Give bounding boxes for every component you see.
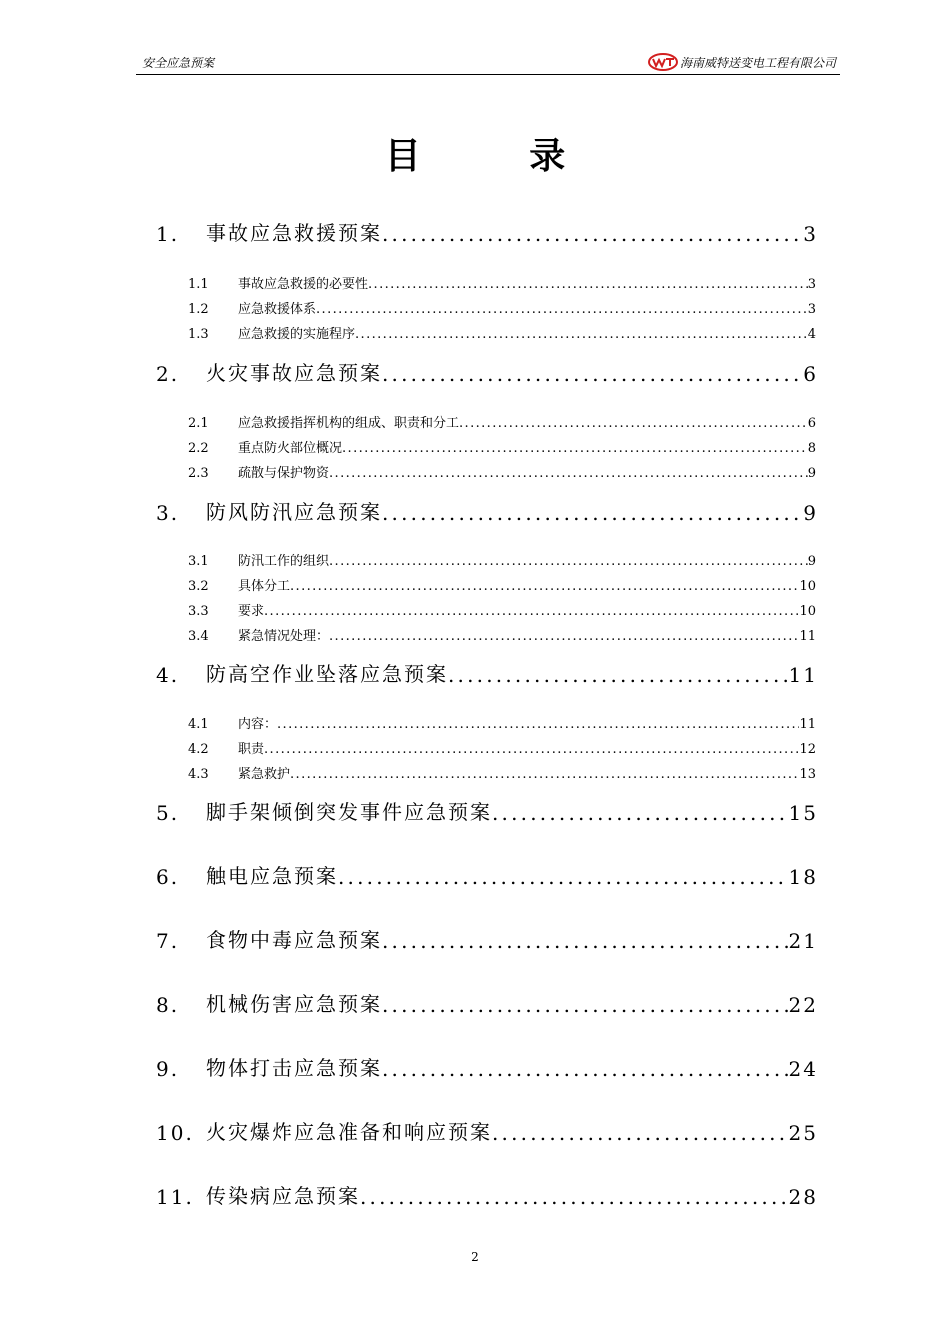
toc-entry-leader (382, 222, 803, 246)
toc-entry[interactable] (188, 274, 816, 292)
toc-entry-page: 10 (799, 579, 816, 594)
toc-entry[interactable] (188, 324, 816, 342)
toc-entry-text: 火灾事故应急预案 (206, 361, 382, 385)
toc-entry-page: 8 (807, 441, 816, 456)
toc-entry-text: 物体打击应急预案 (206, 1056, 382, 1080)
toc-entry-number: 4. (156, 663, 180, 687)
toc-entry-number: 6. (156, 865, 180, 889)
toc-entry-leader (277, 717, 799, 732)
toc-entry-text: 防高空作业坠落应急预案 (206, 662, 448, 686)
toc-entry-leader (459, 416, 808, 431)
toc-entry-number: 2.3 (188, 466, 209, 481)
toc-entry-number: 4.3 (188, 767, 209, 782)
toc-entry-text: 疏散与保护物资 (238, 466, 330, 481)
toc-entry-page: 24 (788, 1057, 818, 1081)
toc-entry-text: 应急救援指挥机构的组成、职责和分工 (238, 416, 460, 431)
toc-entry[interactable] (156, 925, 818, 953)
toc-entry-leader (355, 327, 808, 342)
toc-entry-page: 3 (807, 277, 816, 292)
page-header (136, 50, 840, 75)
toc-entry-page: 9 (803, 501, 818, 525)
wt-company-logo-icon (648, 53, 678, 71)
header-company-name: 海南威特送变电工程有限公司 (679, 55, 836, 70)
toc-entry-page: 25 (788, 1121, 818, 1145)
toc-entry-leader (264, 604, 799, 619)
toc-entry-page: 11 (799, 629, 816, 644)
toc-entry-leader (290, 767, 799, 782)
toc-entry-leader (382, 362, 803, 386)
toc-entry-page: 9 (807, 554, 816, 569)
toc-entry-page: 4 (807, 327, 816, 342)
toc-entry-page: 18 (788, 865, 818, 889)
toc-entry-text: 内容： (238, 717, 278, 732)
toc-entry-leader (338, 865, 789, 889)
toc-entry[interactable] (188, 626, 816, 644)
toc-entry[interactable] (188, 576, 816, 594)
toc-entry-page: 11 (788, 663, 818, 687)
toc-entry-leader (382, 1057, 789, 1081)
toc-entry-number: 1.3 (188, 327, 209, 342)
toc-entry-text: 脚手架倾倒突发事件应急预案 (206, 800, 492, 824)
toc-entry-number: 2.1 (188, 416, 209, 431)
toc-entry[interactable] (188, 714, 816, 732)
header-document-title: 安全应急预案 (142, 56, 215, 70)
page-number: 2 (471, 1250, 479, 1264)
toc-entry-text: 防风防汛应急预案 (206, 500, 382, 524)
toc-entry-number: 1.2 (188, 302, 209, 317)
toc-entry[interactable] (188, 438, 816, 456)
toc-entry[interactable] (156, 1181, 818, 1209)
toc-entry-leader (316, 302, 808, 317)
toc-entry[interactable] (188, 463, 816, 481)
toc-entry-leader (329, 629, 799, 644)
toc-entry-page: 6 (807, 416, 816, 431)
toc-entry-leader (290, 579, 799, 594)
toc-entry-number: 2.2 (188, 441, 209, 456)
toc-entry[interactable] (156, 358, 818, 386)
toc-entry-page: 13 (799, 767, 816, 782)
toc-entry-page: 3 (807, 302, 816, 317)
toc-entry[interactable] (188, 299, 816, 317)
toc-entry-leader (368, 277, 808, 292)
toc-entry-leader (342, 441, 808, 456)
toc-entry-number: 3.4 (188, 629, 209, 644)
toc-entry[interactable] (156, 1053, 818, 1081)
toc-entry-number: 1.1 (188, 277, 209, 292)
toc-entry-number: 8. (156, 993, 180, 1017)
toc-entry-page: 6 (803, 362, 818, 386)
toc-entry-text: 传染病应急预案 (206, 1184, 360, 1208)
toc-entry-text: 触电应急预案 (206, 864, 338, 888)
toc-entry-text: 具体分工 (238, 579, 291, 594)
toc-entry-text: 食物中毒应急预案 (206, 928, 382, 952)
toc-entry[interactable] (156, 1117, 818, 1145)
toc-entry-page: 21 (788, 929, 818, 953)
toc-entry-text: 应急救援的实施程序 (238, 327, 356, 342)
toc-entry[interactable] (188, 601, 816, 619)
toc-entry-leader (492, 801, 789, 825)
toc-entry-text: 机械伤害应急预案 (206, 992, 382, 1016)
toc-entry-leader (382, 501, 803, 525)
toc-entry[interactable] (156, 659, 818, 687)
toc-entry-number: 4.2 (188, 742, 209, 757)
toc-entry-text: 职责 (238, 742, 265, 757)
toc-entry-number: 3.1 (188, 554, 209, 569)
toc-entry[interactable] (156, 861, 818, 889)
toc-entry-text: 紧急救护 (238, 767, 291, 782)
toc-entry-number: 3. (156, 501, 180, 525)
toc-entry-number: 1. (156, 222, 180, 246)
toc-entry-leader (382, 993, 789, 1017)
toc-entry-text: 紧急情况处理： (238, 629, 330, 644)
toc-entry-leader (329, 554, 808, 569)
header-company (648, 53, 836, 71)
toc-entry-leader (329, 466, 808, 481)
toc-entry[interactable] (156, 218, 818, 246)
toc-entry-number: 7. (156, 929, 180, 953)
toc-entry-page: 11 (799, 717, 816, 732)
toc-entry-number: 3.2 (188, 579, 209, 594)
toc-entry-page: 9 (807, 466, 816, 481)
toc-entry-leader (264, 742, 799, 757)
toc-entry-leader (492, 1121, 789, 1145)
toc-entry-text: 事故应急救援预案 (206, 221, 382, 245)
toc-entry-text: 事故应急救援的必要性 (238, 277, 369, 292)
toc-entry[interactable] (188, 739, 816, 757)
toc-entry[interactable] (188, 764, 816, 782)
toc-entry[interactable] (156, 497, 818, 525)
toc-entry-leader (382, 929, 789, 953)
toc-entry[interactable] (188, 413, 816, 431)
toc-entry-text: 应急救援体系 (238, 302, 317, 317)
toc-entry-number: 4.1 (188, 717, 209, 732)
toc-entry-page: 3 (803, 222, 818, 246)
toc-entry-number: 10. (156, 1121, 194, 1145)
toc-entry-number: 9. (156, 1057, 180, 1081)
toc-entry-text: 重点防火部位概况 (238, 441, 343, 456)
toc-entry[interactable] (156, 797, 818, 825)
toc-entry-leader (360, 1185, 789, 1209)
toc-entry-text: 要求 (238, 604, 265, 619)
toc-entry-number: 2. (156, 362, 180, 386)
toc-entry-leader (448, 663, 789, 687)
toc-entry-page: 22 (788, 993, 818, 1017)
toc-entry[interactable] (156, 989, 818, 1017)
toc-entry-text: 防汛工作的组织 (238, 554, 330, 569)
toc-entry-number: 3.3 (188, 604, 209, 619)
toc-entry[interactable] (188, 551, 816, 569)
toc-entry-page: 12 (799, 742, 816, 757)
toc-entry-text: 火灾爆炸应急准备和响应预案 (206, 1120, 492, 1144)
toc-entry-page: 28 (788, 1185, 818, 1209)
toc-title: 目 录 (384, 135, 614, 177)
toc-entry-number: 5. (156, 801, 180, 825)
toc-entry-number: 11. (156, 1185, 194, 1209)
toc-entry-page: 10 (799, 604, 816, 619)
toc-entry-page: 15 (788, 801, 818, 825)
